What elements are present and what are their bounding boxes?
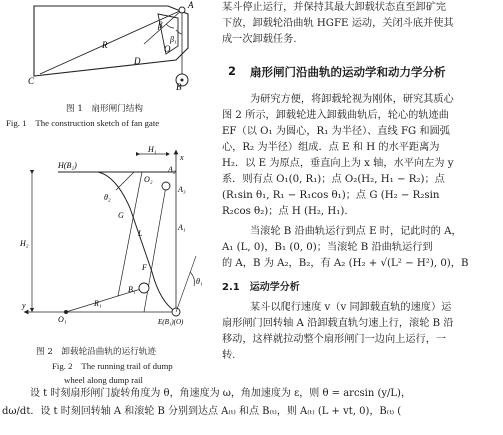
label-x: x xyxy=(180,153,184,162)
para2-line-3: 的 A，B 为 A₂，B₂，有 A₂ (H₂ + √(L² − H²), 0)，B xyxy=(222,258,469,269)
para1-line-6: 系．则有点 O₁(0, R₁)；点 O₂(H₂, H₁ − R₂)；点 xyxy=(222,174,445,185)
para1-line-5: H₂．以 E 为原点，垂直向上为 x 轴，水平向左为 y xyxy=(222,158,454,169)
top-line-1: 某斗停止运行，并保持其最大卸载状态直至卸矿完 xyxy=(222,2,447,13)
para1-line-7: (R₁sin θ₁, R₁ − R₁cos θ₁)；点 G (H₂ − R₂sin xyxy=(222,190,440,201)
figure-2-wheel-trail xyxy=(18,146,218,326)
label-h1: H₁ xyxy=(148,146,157,154)
fig2-caption-cn: 图 2 卸载轮沿曲轨的运行轨迹 xyxy=(36,347,156,357)
para3-line-3: 移动，这样就拉动整个扇形闸门一边向上运行，一 xyxy=(222,334,447,345)
label-h2: H₂ xyxy=(20,239,29,248)
top-line-3: 成一次卸载任务. xyxy=(222,34,297,45)
label-r1: R₁ xyxy=(94,299,102,308)
label-o2: O₂ xyxy=(144,175,153,184)
label-a1: A₁ xyxy=(178,223,186,232)
label-hb2: H(B₂) xyxy=(58,161,77,170)
para2-line-2: A₁ (L, 0)，B₁ (0, 0)；当滚轮 B 沿曲轨运行到 xyxy=(222,242,433,253)
para1-line-1: 为研究方便，将卸载轮视为刚体，研究其质心 xyxy=(250,94,454,105)
subsection-heading: 2.1 运动学分析 xyxy=(222,282,300,293)
label-l: L xyxy=(138,229,143,238)
section-number: 2 xyxy=(228,64,237,78)
figure-1-fan-gate-sketch xyxy=(10,0,210,92)
fig2-caption-en-1: Fig. 2 The running trail of dump xyxy=(52,361,173,371)
para3-line-2: 扇形闸门回转轴 A 沿卸载直轨匀速上行，滚轮 B 沿 xyxy=(222,318,454,329)
section-title: 扇形闸门沿曲轨的运动学和动力学分析 xyxy=(250,65,446,79)
fig1-caption-en: Fig. 1 The construction sketch of fan gate xyxy=(6,118,160,128)
para2-line-1: 当滚轮 B 沿曲轨运行到点 E 时，记此时的 A， xyxy=(250,226,462,237)
label-d: D xyxy=(134,56,141,66)
label-a2: A₂ xyxy=(168,165,176,174)
label-beta: β xyxy=(158,20,163,30)
bottom-line-2: dω/dt．设 t 时刻回转轴 A 和滚轮 B 分别到达点 A₍ₜ₎ 和点 B₍ₜ₎，则 A₍ₜ₎ (L + vt, 0)，B₍ₜ₎ ( xyxy=(2,406,402,417)
label-y: y xyxy=(22,301,26,310)
label-b1: B₁ xyxy=(128,285,136,294)
label-beta1: β₁ xyxy=(170,35,177,44)
para1-line-8: R₂cos θ₂)；点 H (H₂, H₁). xyxy=(222,206,348,217)
bottom-line-1: 设 t 时刻扇形闸门旋转角度为 θ，角速度为 ω，角加速度为 ε，则 θ = arcsin (y/L)， xyxy=(30,388,411,399)
label-g: G xyxy=(118,211,124,220)
gate-plate-outline xyxy=(34,6,188,76)
label-o: O xyxy=(164,44,171,54)
pivot-a xyxy=(179,7,185,13)
label-a: A xyxy=(188,0,194,10)
label-theta2: θ₂ xyxy=(104,193,111,202)
para3-line-1: 某斗以爬行速度 v（v 同卸载直轨的速度）运 xyxy=(250,302,452,313)
label-f: F xyxy=(142,263,147,272)
fig2-caption-en-2: wheel along dump rail xyxy=(64,375,143,385)
para1-line-3: EF（以 O₁ 为圆心，R₁ 为半径）、直线 FG 和圆弧 xyxy=(222,126,450,137)
para1-line-2: 图 2 所示，卸载轮进入卸载曲轨后，轮心的轨迹曲 xyxy=(222,110,449,121)
label-b: B xyxy=(176,82,182,92)
para3-line-4: 转. xyxy=(222,350,236,361)
fig1-caption-cn: 图 1 扇形闸门结构 xyxy=(66,104,143,114)
para1-line-4: 心，R₂ 为半径）组成．点 E 和 H 的水平距离为 xyxy=(222,142,440,153)
label-r: R xyxy=(102,40,108,50)
label-a3: A₃ xyxy=(178,185,186,194)
label-c: C xyxy=(28,76,35,86)
label-theta1: θ₁ xyxy=(196,277,203,286)
label-o1: O₁ xyxy=(58,315,67,324)
label-e-b1-o: E(B₁)(O) xyxy=(158,318,184,326)
top-line-2: 下放，卸载轮沿曲轨 HGFE 运动，关闭斗底并使其 xyxy=(222,18,454,29)
